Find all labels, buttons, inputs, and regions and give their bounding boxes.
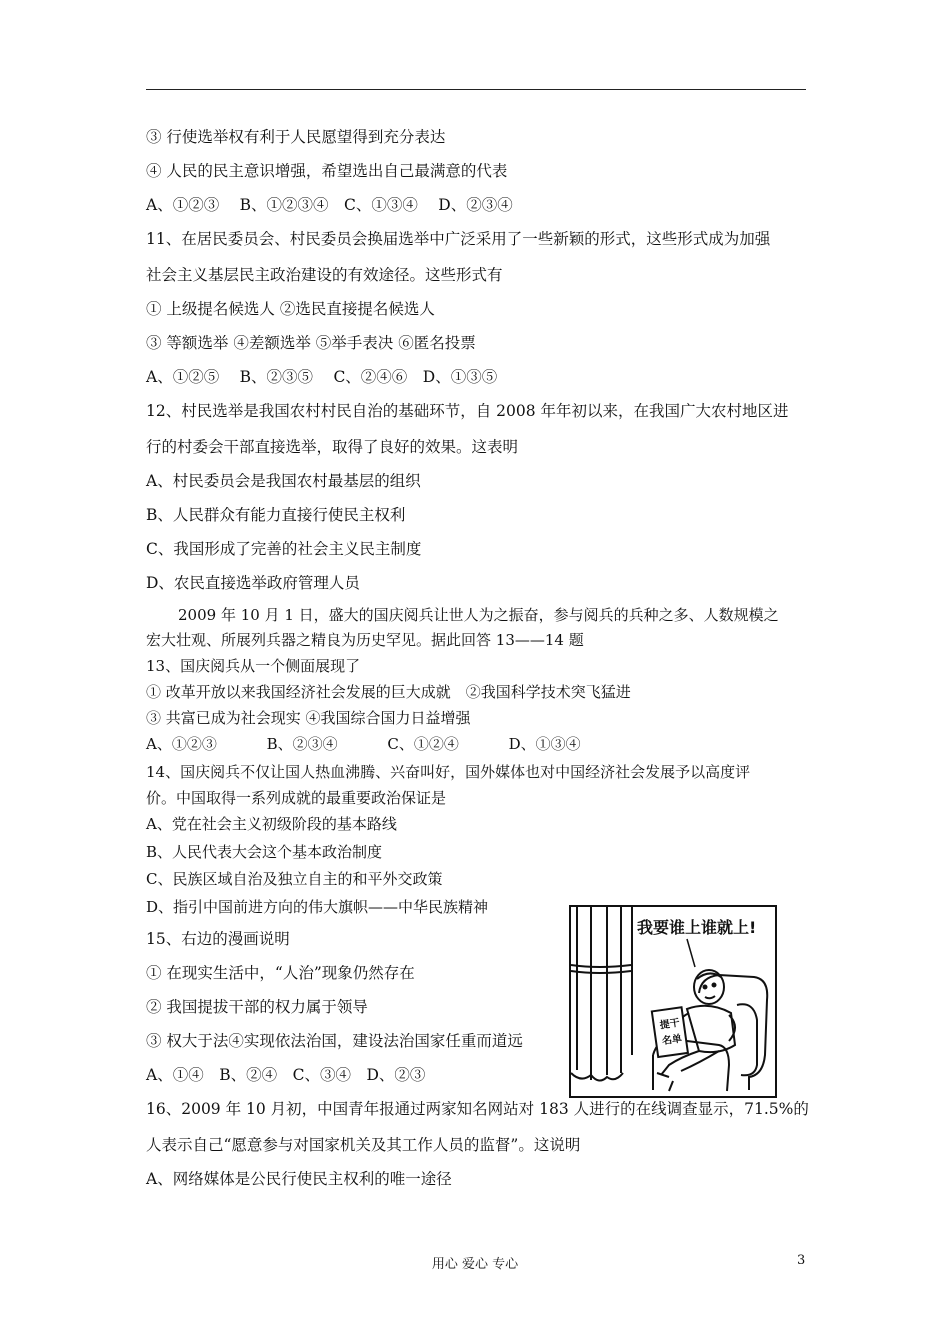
answer-option: A、党在社会主义初级阶段的基本路线 [146, 815, 397, 833]
option-line: ② 我国提拔干部的权力属于领导 [146, 998, 368, 1016]
answer-option: D、指引中国前进方向的伟大旗帜——中华民族精神 [146, 898, 489, 916]
answer-option: C、民族区域自治及独立自主的和平外交政策 [146, 870, 443, 888]
answer-option: B、人民代表大会这个基本政治制度 [146, 843, 383, 861]
question-12: 12、村民选举是我国农村村民自治的基础环节，自 2008 年年初以来，在我国广大农村地区进 [146, 402, 789, 420]
answer-option: D、农民直接选举政府管理人员 [146, 574, 360, 592]
reading-passage: 2009 年 10 月 1 日，盛大的国庆阅兵让世人为之振奋，参与阅兵的兵种之多、人数规模之 [178, 606, 779, 624]
reading-passage-cont: 宏大壮观、所展列兵器之精良为历史罕见。据此回答 13——14 题 [146, 631, 584, 649]
option-line: ③ 等额选举 ④差额选举 ⑤举手表决 ⑥匿名投票 [146, 334, 476, 352]
option-line: ③ 权大于法④实现依法治国，建设法治国家任重而道远 [146, 1032, 523, 1050]
footer-slogan: 用心 爱心 专心 [431, 1257, 519, 1272]
answer-option: B、人民群众有能力直接行使民主权利 [146, 506, 406, 524]
answer-choices: A、①②⑤ B、②③⑤ C、②④⑥ D、①③⑤ [146, 368, 498, 386]
option-line: ④ 人民的民主意识增强，希望选出自己最满意的代表 [146, 162, 508, 180]
question-13: 13、国庆阅兵从一个侧面展现了 [146, 657, 361, 675]
svg-text:名单: 名单 [661, 1033, 683, 1048]
answer-option: A、村民委员会是我国农村最基层的组织 [146, 472, 421, 490]
answer-choices: A、①②③ B、①②③④ C、①③④ D、②③④ [146, 196, 513, 214]
question-11: 11、在居民委员会、村民委员会换届选举中广泛采用了一些新颖的形式，这些形式成为加强 [146, 230, 771, 248]
question-16: 16、2009 年 10 月初，中国青年报通过两家知名网站对 183 人进行的在线调查显示，71.5%的 [146, 1100, 809, 1118]
svg-text:提干: 提干 [659, 1017, 681, 1032]
answer-choices: A、①②③ B、②③④ C、①②④ D、①③④ [146, 735, 581, 753]
option-line: ① 上级提名候选人 ②选民直接提名候选人 [146, 300, 435, 318]
page-number: 3 [797, 1253, 806, 1268]
header-rule [146, 89, 806, 90]
question-14-cont: 价。中国取得一系列成就的最重要政治保证是 [146, 789, 447, 807]
option-line: ③ 共富已成为社会现实 ④我国综合国力日益增强 [146, 709, 471, 727]
option-line: ③ 行使选举权有利于人民愿望得到充分表达 [146, 128, 446, 146]
option-line: ① 改革开放以来我国经济社会发展的巨大成就 ②我国科学技术突飞猛进 [146, 683, 631, 701]
question-12-cont: 行的村委会干部直接选举，取得了良好的效果。这表明 [146, 438, 519, 456]
question-14: 14、国庆阅兵不仅让国人热血沸腾、兴奋叫好，国外媒体也对中国经济社会发展予以高度评 [146, 763, 751, 781]
question-15: 15、右边的漫画说明 [146, 930, 290, 948]
question-11-cont: 社会主义基层民主政治建设的有效途径。这些形式有 [146, 266, 503, 284]
answer-option: C、我国形成了完善的社会主义民主制度 [146, 540, 422, 558]
answer-option: A、网络媒体是公民行使民主权利的唯一途径 [146, 1170, 452, 1188]
political-cartoon [569, 905, 777, 1098]
question-16-cont: 人表示自己“愿意参与对国家机关及其工作人员的监督”。这说明 [146, 1136, 581, 1154]
cartoon-caption: 我要谁上谁就上! [637, 918, 757, 937]
option-line: ① 在现实生活中，“人治”现象仍然存在 [146, 964, 415, 982]
answer-choices: A、①④ B、②④ C、③④ D、②③ [146, 1066, 426, 1084]
